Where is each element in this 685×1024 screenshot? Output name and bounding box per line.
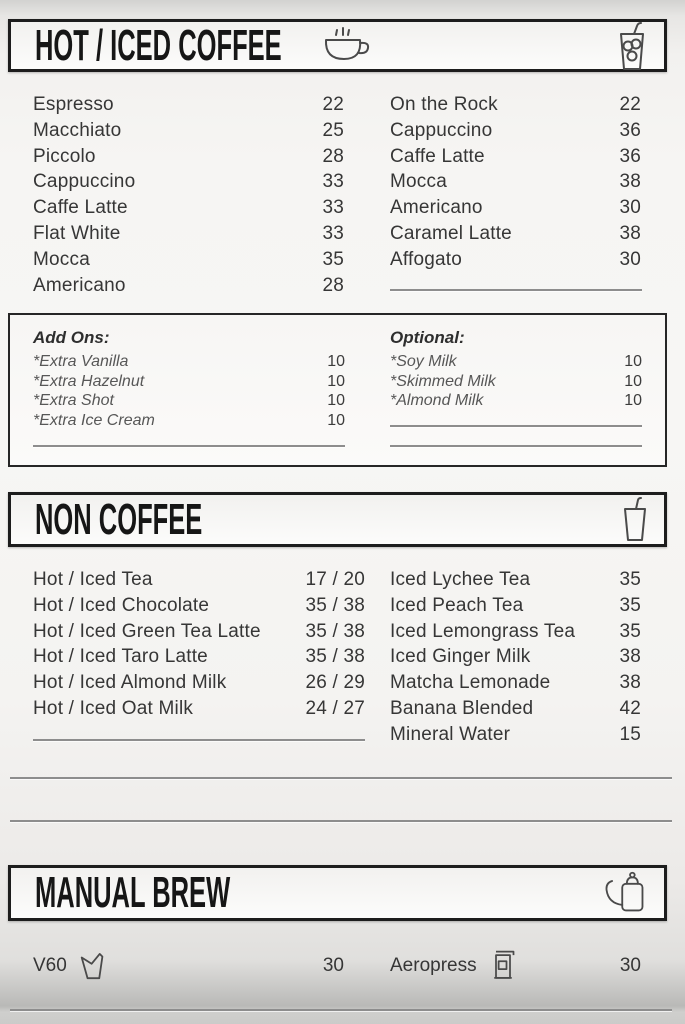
menu-item-row [390, 724, 641, 750]
item-price: 35 [619, 569, 641, 590]
item-name: Hot / Iced Oat Milk [33, 697, 194, 719]
add-ons-box [8, 313, 667, 467]
item-price: 38 [619, 672, 641, 694]
gooseneck-kettle-icon [600, 870, 650, 916]
divider-rule [390, 289, 642, 291]
optional-list [390, 353, 642, 412]
menu-item-row [390, 146, 641, 172]
item-price: 30 [619, 197, 641, 219]
menu-item-row [33, 275, 344, 301]
item-name: *Extra Vanilla [33, 353, 129, 370]
item-price: 30 [619, 955, 641, 976]
menu-item-row [33, 146, 344, 172]
item-name: Hot / Iced Chocolate [33, 594, 210, 616]
divider-rule [10, 1009, 672, 1011]
drink-cup-straw-icon [620, 496, 650, 544]
menu-item-row [33, 646, 365, 672]
item-price: 10 [327, 412, 345, 430]
item-name: Caffe Latte [33, 197, 128, 219]
item-price: 22 [322, 94, 344, 115]
menu-item-row [33, 672, 365, 698]
non-coffee-left-column [33, 569, 365, 724]
item-price: 30 [619, 248, 641, 270]
item-price: 35 [322, 248, 344, 270]
divider-rule [10, 777, 672, 779]
item-name: Cappuccino [390, 119, 493, 141]
menu-item-row [33, 171, 344, 197]
item-name: V60 [33, 955, 67, 976]
item-price: 30 [322, 955, 344, 976]
menu-item-row [33, 569, 365, 595]
item-name: Banana Blended [390, 697, 534, 719]
item-price: 38 [619, 646, 641, 668]
add-on-item-row [33, 373, 345, 393]
item-name: Mocca [390, 171, 447, 193]
menu-item-row [390, 249, 641, 275]
item-price: 17 / 20 [305, 569, 365, 590]
divider-rule [390, 445, 642, 447]
menu-item-row [390, 223, 641, 249]
section-header-manual-brew [8, 865, 667, 921]
item-name: Flat White [33, 222, 121, 244]
item-name: Macchiato [33, 119, 122, 141]
item-price: 22 [619, 94, 641, 115]
item-name: Hot / Iced Taro Latte [33, 646, 208, 668]
item-name: On the Rock [390, 94, 498, 115]
manual-brew-item-aeropress [390, 946, 641, 986]
v60-dripper-icon [79, 951, 106, 982]
section-title: NON COFFEE [35, 494, 203, 544]
menu-item-row [390, 197, 641, 223]
add-ons-left-column [33, 328, 345, 432]
menu-item-row [33, 197, 344, 223]
menu-item-row [390, 646, 641, 672]
item-price: 10 [624, 372, 642, 390]
item-name: Iced Lychee Tea [390, 569, 531, 590]
item-name: Aeropress [390, 955, 477, 976]
menu-item-row [390, 672, 641, 698]
item-name: Iced Lemongrass Tea [390, 620, 576, 642]
item-name: Cappuccino [33, 171, 136, 193]
item-price: 35 [619, 594, 641, 616]
item-price: 25 [322, 119, 344, 141]
menu-item-row [33, 120, 344, 146]
item-name: Iced Peach Tea [390, 594, 524, 616]
divider-rule [10, 820, 672, 822]
item-price: 10 [624, 392, 642, 410]
menu-item-row [33, 249, 344, 275]
section-header-non-coffee [8, 492, 667, 547]
section-title-wrap [35, 868, 231, 917]
item-name: Americano [33, 274, 126, 296]
item-name: Hot / Iced Green Tea Latte [33, 620, 261, 642]
item-name: Mineral Water [390, 723, 511, 745]
add-ons-list [33, 353, 345, 432]
item-name: *Extra Hazelnut [33, 372, 145, 390]
menu-item-row [390, 595, 641, 621]
item-price: 10 [327, 353, 345, 370]
item-name: Hot / Iced Almond Milk [33, 672, 227, 694]
add-on-item-row [390, 392, 642, 412]
add-ons-right-column [390, 328, 642, 412]
aeropress-icon [489, 948, 517, 985]
item-name: Piccolo [33, 145, 96, 167]
section-title-wrap [35, 494, 203, 544]
item-name: Caffe Latte [390, 145, 485, 167]
item-price: 26 / 29 [305, 672, 365, 694]
item-price: 35 [619, 620, 641, 642]
menu-item-row [390, 698, 641, 724]
manual-brew-item-v60 [33, 946, 344, 986]
menu-item-row [33, 698, 365, 724]
menu-item-row [390, 621, 641, 647]
item-price: 33 [322, 197, 344, 219]
divider-rule [390, 425, 642, 427]
item-name: Affogato [390, 248, 463, 270]
menu-item-row [33, 595, 365, 621]
item-price: 24 / 27 [305, 697, 365, 719]
menu-item-row [390, 171, 641, 197]
divider-rule [33, 739, 365, 741]
item-price: 35 / 38 [305, 620, 365, 642]
item-name: Espresso [33, 94, 114, 115]
item-price: 36 [619, 145, 641, 167]
hot-coffee-right-column [390, 94, 641, 275]
item-name: Hot / Iced Tea [33, 569, 153, 590]
item-name: Caramel Latte [390, 222, 512, 244]
item-price: 35 / 38 [305, 646, 365, 668]
add-on-item-row [33, 412, 345, 432]
menu-item-row [390, 569, 641, 595]
item-name: *Extra Shot [33, 392, 114, 410]
item-price: 15 [619, 723, 641, 745]
item-name: *Almond Milk [390, 392, 484, 410]
non-coffee-right-column [390, 569, 641, 750]
add-ons-title: Add Ons: [33, 328, 110, 347]
item-price: 38 [619, 171, 641, 193]
section-title-wrap [35, 20, 282, 70]
item-price: 28 [322, 274, 344, 296]
item-price: 33 [322, 222, 344, 244]
menu-item-row [33, 94, 344, 120]
item-name: *Skimmed Milk [390, 372, 496, 390]
add-on-item-row [33, 392, 345, 412]
add-on-item-row [390, 373, 642, 393]
item-price: 10 [327, 372, 345, 390]
item-price: 35 / 38 [305, 594, 365, 616]
item-name: Mocca [33, 248, 90, 270]
item-price: 42 [619, 697, 641, 719]
divider-rule [33, 445, 345, 447]
menu-item-row [390, 120, 641, 146]
item-price: 10 [327, 392, 345, 410]
item-price: 33 [322, 171, 344, 193]
iced-coffee-glass-icon [614, 20, 650, 72]
hot-coffee-cup-icon [317, 26, 371, 66]
item-price: 38 [619, 222, 641, 244]
item-price: 36 [619, 119, 641, 141]
menu-item-row [390, 94, 641, 120]
menu-item-row [33, 223, 344, 249]
item-price: 10 [624, 353, 642, 370]
item-price: 28 [322, 145, 344, 167]
add-on-item-row [390, 353, 642, 373]
item-name: Americano [390, 197, 483, 219]
add-on-item-row [33, 353, 345, 373]
item-name: Matcha Lemonade [390, 672, 551, 694]
menu-item-row [33, 621, 365, 647]
optional-title: Optional: [390, 328, 465, 347]
section-title: MANUAL BREW [35, 868, 231, 917]
item-name: *Extra Ice Cream [33, 412, 155, 430]
item-name: *Soy Milk [390, 353, 457, 370]
item-name: Iced Ginger Milk [390, 646, 531, 668]
section-title: HOT / ICED COFFEE [35, 20, 282, 70]
hot-coffee-left-column [33, 94, 344, 300]
section-header-hot-iced-coffee [8, 19, 667, 72]
